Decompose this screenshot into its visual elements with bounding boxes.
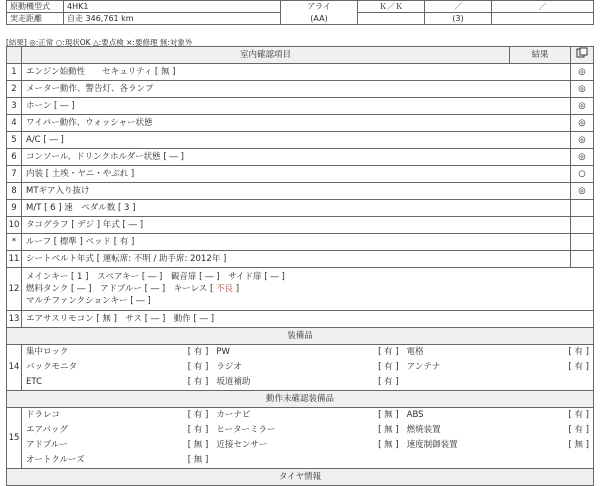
equipment-name: 集中ロック [26,347,69,357]
unchecked-no: 15 [7,408,22,469]
row-text: メーター動作、警告灯、各ランプ [22,81,571,98]
equipment-row [22,438,593,453]
row-result: ◎ [571,132,594,149]
table-row [7,115,594,132]
equipment-status: [ 無 ] [187,440,209,450]
row-number: 9 [7,200,22,217]
equipment-row [22,375,593,390]
row-result: ○ [571,166,594,183]
equipment-status: [ 有 ] [187,377,209,387]
row-text: 内装 [ 土埃・ヤニ・やぶれ ] [22,166,571,183]
table-row [7,166,594,183]
equipment-name: 近接センサー [216,440,268,450]
row-number: 11 [7,251,22,268]
equipment-status: [ 有 ] [568,362,589,372]
equipment-grid [22,345,593,390]
equipment-name: カーナビ [216,410,251,420]
row-result [571,200,594,217]
row-text: ワイパー動作、ウォッシャー状態 [22,115,571,132]
equipment-name: ヒーターミラー [216,425,276,435]
table-row [7,251,594,268]
row-result: ◎ [571,98,594,115]
equipment-status: [ 有 ] [378,377,399,387]
row-text: A/C [ ― ] [22,132,571,149]
equipment-name: 速度制御装置 [406,440,458,450]
vehicle-info-header [6,0,594,28]
interior-check-title: 室内確認項目 [22,47,510,64]
equipment-name: PW [216,347,230,357]
inspection-table [6,46,594,486]
equipment-name: ドラレコ [26,410,61,420]
equipment-status: [ 有 ] [187,410,209,420]
table-row [7,234,594,251]
row-text: M/T [ 6 ] 速 ペダル数 [ 3 ] [22,200,571,217]
fuel-line: 燃料タンク [ ― ] アドブルー [ ― ] キーレス [ 不良 ] [26,284,240,294]
row-number: 1 [7,64,22,81]
equipment-name: アドブルー [26,440,68,450]
table-row-13: 13 エアサスリモコン [ 無 ] サス [ ― ] 動作 [ ― ] [7,311,594,328]
equipment-name: ABS [406,410,424,420]
row-text: ホーン [ ― ] [22,98,571,115]
table-row-12: 12 メインキー [ 1 ] スペアキー [ ― ] 観音扉 [ ― ] サイド扉 [ ― ] 燃料タンク [ ― ] アドブルー [ ― ] キーレス [ 不良 ] マルチファンクションキー [ ― ] [7,268,594,311]
table-row [7,132,594,149]
equipment-name: ETC [26,377,42,387]
row-text: タコグラフ [ デジ ] 年式 [ ― ] [22,217,571,234]
grade-sub: (AA) [281,13,358,25]
equipment-status: [ 無 ] [378,425,399,435]
grade-label: アライ [281,1,358,13]
equipment-row [22,453,593,468]
equipment-status: [ 無 ] [187,455,209,465]
row-result: ◎ [571,149,594,166]
keyless-status: 不良 [216,284,234,294]
row-result: ◎ [571,115,594,132]
grade-values: Ｋ／Ｋ [358,1,425,13]
equipment-status: [ 有 ] [187,347,209,357]
row-result [571,251,594,268]
table-row [7,81,594,98]
equipment-name: バックモニタ [26,362,78,372]
equipment-status: [ 有 ] [378,362,399,372]
clipboard-icon[interactable] [571,47,594,64]
row-result [571,217,594,234]
equipment-name: エアバッグ [26,425,68,435]
row-text: コンソール、ドリンクホルダー状態 [ ― ] [22,149,571,166]
row-number: 10 [7,217,22,234]
row-text: シートベルト年式 [ 運転席: 不明 / 助手席: 2012年 ] [22,251,571,268]
equipment-status: [ 有 ] [568,425,589,435]
model-value: 4HK1 [64,1,281,13]
table-row [7,217,594,234]
equipment-name: オートクルーズ [26,455,85,465]
odometer-value: 自走 346,761 km [64,13,281,25]
equipment-name: 電格 [406,347,424,357]
result-header: 結果 [510,47,571,64]
equipment-name: ラジオ [216,362,242,372]
row-result: ◎ [571,183,594,200]
row-number: 8 [7,183,22,200]
equipment-status: [ 有 ] [568,347,589,357]
equipment-name: 燃焼装置 [406,425,441,435]
row-text: エンジン始動性 セキュリティ [ 無 ] [22,64,571,81]
row-number: 4 [7,115,22,132]
grade-slash2: ／ [492,1,594,13]
row-text: MTギア入り抜け [22,183,571,200]
odometer-label: 実走距離 [7,13,64,25]
equipment-row [22,423,593,438]
equipment-name: アンテナ [406,362,441,372]
grade-slash1: ／ [425,1,492,13]
row-number: 2 [7,81,22,98]
equipment-status: [ 有 ] [187,362,209,372]
equipment-row [22,345,593,360]
row-text: ルーフ [ 標準 ] ベッド [ 有 ] [22,234,571,251]
table-row [7,149,594,166]
table-row [7,64,594,81]
equipment-title: 装備品 [7,328,594,345]
keys-line: メインキー [ 1 ] スペアキー [ ― ] 観音扉 [ ― ] サイド扉 [ ― ] [26,272,285,282]
model-label: 原動機型式 [7,1,64,13]
row-number: 7 [7,166,22,183]
result-legend: [結果] ◎:正常 ○:現状OK △:要点検 ×:要修理 無:対象外 [6,38,193,47]
equipment-status: [ 有 ] [568,410,589,420]
row-number: * [7,234,22,251]
equipment-status: [ 無 ] [378,410,399,420]
multifunction-key-line: マルチファンクションキー [ ― ] [26,296,151,306]
tire-info-title: タイヤ情報 [7,469,594,486]
equipment-no: 14 [7,345,22,391]
equipment-status: [ 有 ] [187,425,209,435]
table-row [7,98,594,115]
row-number: 6 [7,149,22,166]
unchecked-equipment-title: 動作未確認装備品 [7,391,594,408]
equipment-row [22,360,593,375]
equipment-status: [ 有 ] [378,347,399,357]
row-number: 5 [7,132,22,149]
unchecked-equipment-grid [22,408,593,468]
table-row [7,183,594,200]
table-row [7,200,594,217]
equipment-name: 坂道補助 [216,377,251,387]
equipment-status: [ 無 ] [378,440,399,450]
equipment-row [22,408,593,423]
row-number: 3 [7,98,22,115]
row-result: ◎ [571,64,594,81]
row-result: ◎ [571,81,594,98]
row-result [571,234,594,251]
grade-paren: (3) [425,13,492,25]
equipment-status: [ 無 ] [568,440,589,450]
